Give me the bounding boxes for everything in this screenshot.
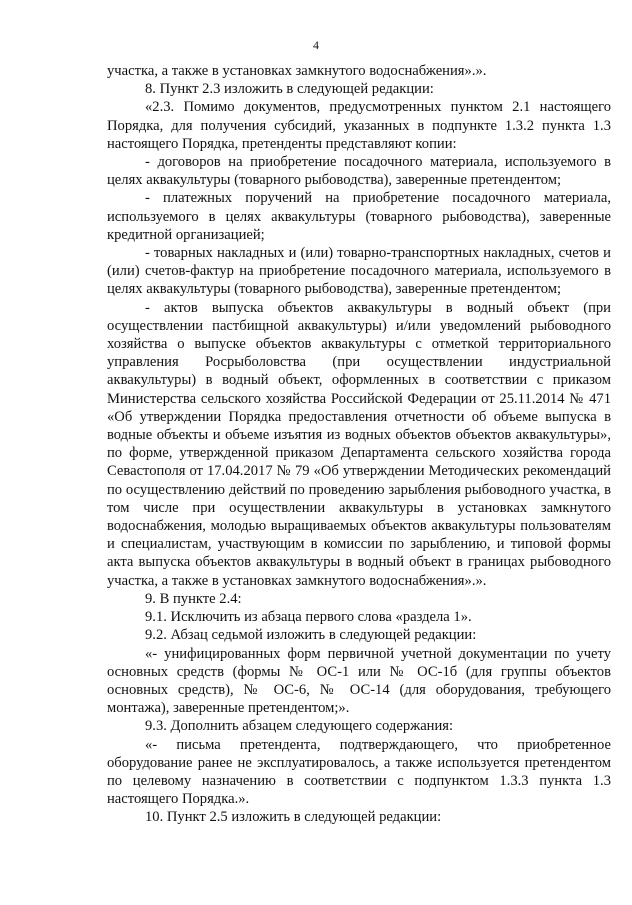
page-number: 4 bbox=[313, 38, 319, 52]
paragraph-continuation: участка, а также в установках замкнутого водоснабжения».». bbox=[107, 63, 487, 79]
list-item-payment-orders: - платежных поручений на приобретение посадочного материала, используемого в целях аквакультуры (товарного рыбоводства), заверенные кредитной организацией; bbox=[107, 190, 611, 243]
paragraph-item-9-2: 9.2. Абзац седьмой изложить в следующей редакции: bbox=[145, 627, 477, 644]
document-body bbox=[107, 62, 611, 827]
paragraph-item-10: 10. Пункт 2.5 изложить в следующей редакции: bbox=[145, 809, 442, 826]
paragraph-item-9-3: 9.3. Дополнить абзацем следующего содержания: bbox=[145, 718, 454, 735]
list-item-release-acts: - актов выпуска объектов аквакультуры в водный объект (при осуществлении пастбищной аквакультуры) и/или уведомлений рыбоводного хозяйства о выпуске объектов аквакультуры с отметкой территориального управления Росрыболовства (при осуществлении индустриальной аквакультуры) в водный объект, оформленных в соответствии с приказом Министерства сельского хозяйства Российской Федерации от 25.11.2014 № 471 «Об утверждении Порядка предоставления отчетности об объеме выпуска в водные объекты и объеме изъятия из водных объектов объектов аквакультуры», по форме, утвержденной приказом Департамента сельского хозяйства города Севастополя от 17.04.2017 № 79 «Об утверждении Методических рекомендаций по осуществлению действий по проведению зарыбления рыбоводного участка, в том числе при осуществлении аквакультуры в установках замкнутого водоснабжения, молодью выращиваемых объектов аквакультуры пользователям и специалистам, участвующим в комиссии по зарыблению, и типовой формы акта выпуска объектов аквакультуры в водный объект в границах рыбоводного участка, а также в установках замкнутого водоснабжения».». bbox=[107, 299, 611, 589]
paragraph-item-8: 8. Пункт 2.3 изложить в следующей редакции: bbox=[145, 81, 434, 98]
paragraph-fixed-assets-forms: «- унифицированных форм первичной учетной документации по учету основных средств (формы № ОС-1 или № ОС-1б (для группы объектов основных средств), № ОС-6, № ОС-14 (для оборудования, требующего монтажа), заверенные претендентом;». bbox=[107, 645, 611, 717]
paragraph-item-9-1: 9.1. Исключить из абзаца первого слова «раздела 1». bbox=[145, 609, 472, 626]
paragraph-applicant-letter: «- письма претендента, подтверждающего, что приобретенное оборудование ранее не эксплуатировалось, а также используется претендентом по целевому назначению в соответствии с подпунктом 1.3.3 пункта 1.3 настоящего Порядка.». bbox=[107, 736, 611, 808]
paragraph-clause-2-3: «2.3. Помимо документов, предусмотренных пунктом 2.1 настоящего Порядка, для получения субсидий, указанных в подпункте 1.3.2 пункта 1.3 настоящего Порядка, претенденты представляют копии: bbox=[107, 99, 611, 152]
list-item-contracts: - договоров на приобретение посадочного материала, используемого в целях аквакультуры (товарного рыбоводства), заверенные претендентом; bbox=[107, 154, 611, 189]
paragraph-item-9: 9. В пункте 2.4: bbox=[145, 590, 242, 607]
list-item-waybills: - товарных накладных и (или) товарно-транспортных накладных, счетов и (или) счетов-фактур на приобретение посадочного материала, используемого в целях аквакультуры (товарного рыбоводства), заверенные претендентом; bbox=[107, 245, 611, 298]
